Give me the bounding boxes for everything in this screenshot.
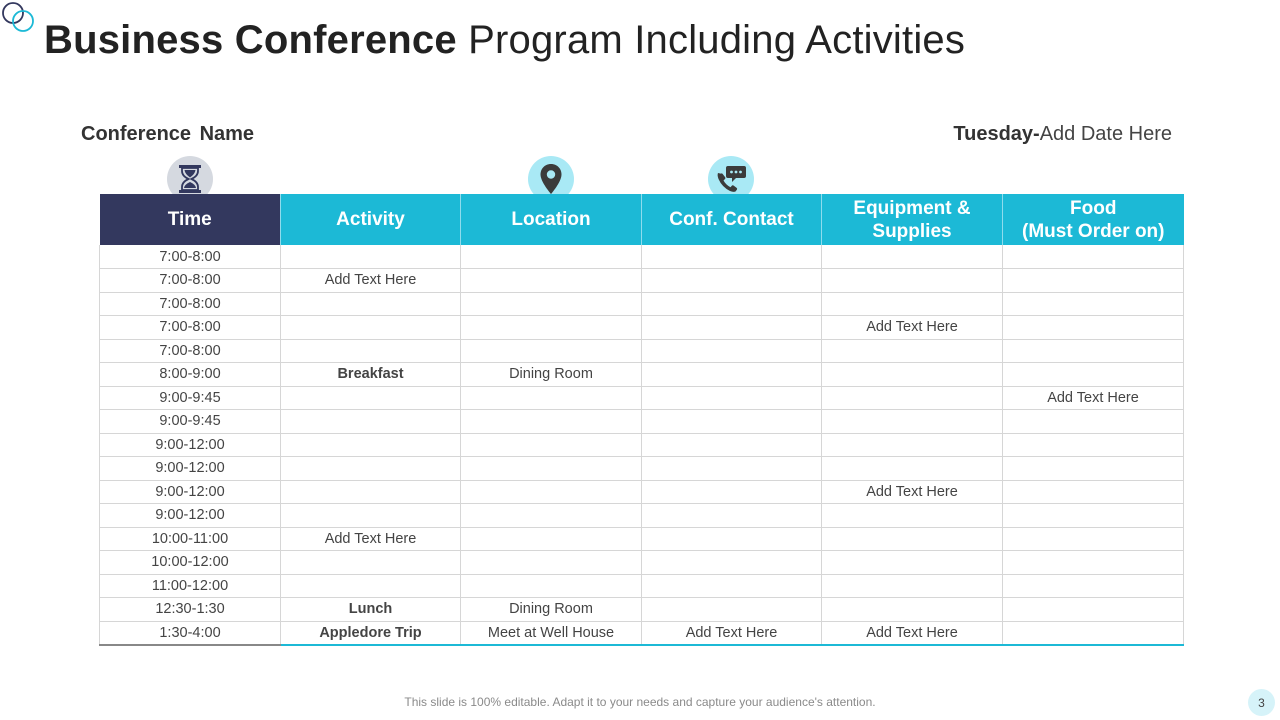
cell-location: Dining Room xyxy=(461,363,642,387)
cell-location xyxy=(461,457,642,481)
cell-time: 9:00-12:00 xyxy=(100,480,281,504)
cell-equipment xyxy=(822,551,1003,575)
cell-time: 1:30-4:00 xyxy=(100,621,281,645)
cell-location xyxy=(461,551,642,575)
cell-equipment: Add Text Here xyxy=(822,316,1003,340)
cell-food xyxy=(1003,245,1184,269)
cell-food xyxy=(1003,598,1184,622)
cell-location xyxy=(461,504,642,528)
cell-contact: Add Text Here xyxy=(642,621,822,645)
table-row xyxy=(100,433,1184,457)
logo-rings-icon xyxy=(0,0,40,36)
cell-equipment xyxy=(822,598,1003,622)
header-equipment-supplies: Equipment & Supplies xyxy=(822,194,1003,245)
cell-location: Dining Room xyxy=(461,598,642,622)
cell-time: 7:00-8:00 xyxy=(100,269,281,293)
cell-time: 11:00-12:00 xyxy=(100,574,281,598)
cell-food xyxy=(1003,316,1184,340)
cell-time: 7:00-8:00 xyxy=(100,292,281,316)
cell-time: 7:00-8:00 xyxy=(100,245,281,269)
cell-activity xyxy=(281,457,461,481)
cell-time: 10:00-11:00 xyxy=(100,527,281,551)
cell-equipment xyxy=(822,386,1003,410)
cell-time: 8:00-9:00 xyxy=(100,363,281,387)
cell-food xyxy=(1003,480,1184,504)
cell-food xyxy=(1003,574,1184,598)
cell-equipment: Add Text Here xyxy=(822,480,1003,504)
table-header-row xyxy=(100,194,1184,245)
cell-location xyxy=(461,245,642,269)
cell-contact xyxy=(642,598,822,622)
cell-activity xyxy=(281,433,461,457)
cell-activity xyxy=(281,574,461,598)
table-row xyxy=(100,410,1184,434)
cell-location xyxy=(461,410,642,434)
cell-location xyxy=(461,386,642,410)
schedule-table xyxy=(99,194,1184,646)
cell-food: Add Text Here xyxy=(1003,386,1184,410)
header-location: Location xyxy=(461,194,642,245)
date-line xyxy=(953,123,1172,146)
table-row xyxy=(100,339,1184,363)
cell-equipment xyxy=(822,504,1003,528)
cell-time: 9:00-9:45 xyxy=(100,386,281,410)
cell-contact xyxy=(642,551,822,575)
cell-equipment: Add Text Here xyxy=(822,621,1003,645)
header-food: Food (Must Order on) xyxy=(1003,194,1184,245)
header-time: Time xyxy=(100,194,281,245)
cell-activity xyxy=(281,339,461,363)
cell-contact xyxy=(642,316,822,340)
date-text: Add Date Here xyxy=(1039,123,1172,145)
cell-time: 7:00-8:00 xyxy=(100,339,281,363)
cell-food xyxy=(1003,621,1184,645)
cell-equipment xyxy=(822,410,1003,434)
cell-location xyxy=(461,527,642,551)
cell-contact xyxy=(642,245,822,269)
table-row xyxy=(100,292,1184,316)
cell-contact xyxy=(642,339,822,363)
cell-contact xyxy=(642,480,822,504)
cell-activity: Add Text Here xyxy=(281,527,461,551)
cell-time: 10:00-12:00 xyxy=(100,551,281,575)
table-row xyxy=(100,386,1184,410)
cell-location xyxy=(461,433,642,457)
cell-food xyxy=(1003,504,1184,528)
cell-time: 9:00-12:00 xyxy=(100,504,281,528)
cell-time: 9:00-12:00 xyxy=(100,433,281,457)
cell-time: 7:00-8:00 xyxy=(100,316,281,340)
table-row xyxy=(100,457,1184,481)
cell-contact xyxy=(642,504,822,528)
cell-activity xyxy=(281,245,461,269)
date-day: Tuesday- xyxy=(953,123,1040,145)
cell-activity xyxy=(281,316,461,340)
cell-time: 9:00-9:45 xyxy=(100,410,281,434)
table-row xyxy=(100,316,1184,340)
cell-time: 12:30-1:30 xyxy=(100,598,281,622)
cell-activity xyxy=(281,504,461,528)
cell-location xyxy=(461,574,642,598)
footer-note: This slide is 100% editable. Adapt it to your needs and capture your audience's attention. xyxy=(404,695,876,709)
cell-contact xyxy=(642,269,822,293)
cell-contact xyxy=(642,363,822,387)
table-row xyxy=(100,527,1184,551)
cell-location: Meet at Well House xyxy=(461,621,642,645)
cell-food xyxy=(1003,363,1184,387)
cell-food xyxy=(1003,433,1184,457)
cell-contact xyxy=(642,574,822,598)
cell-contact xyxy=(642,292,822,316)
title-light: Program Including Activities xyxy=(456,18,966,62)
cell-contact xyxy=(642,410,822,434)
cell-contact xyxy=(642,457,822,481)
cell-equipment xyxy=(822,363,1003,387)
table-row xyxy=(100,504,1184,528)
table-row xyxy=(100,621,1184,645)
cell-food xyxy=(1003,410,1184,434)
table-row xyxy=(100,480,1184,504)
cell-equipment xyxy=(822,574,1003,598)
table-row xyxy=(100,551,1184,575)
cell-activity: Add Text Here xyxy=(281,269,461,293)
cell-food xyxy=(1003,339,1184,363)
table-row xyxy=(100,363,1184,387)
table-row xyxy=(100,269,1184,293)
cell-equipment xyxy=(822,269,1003,293)
cell-contact xyxy=(642,433,822,457)
cell-food xyxy=(1003,292,1184,316)
cell-time: 9:00-12:00 xyxy=(100,457,281,481)
cell-equipment xyxy=(822,433,1003,457)
cell-equipment xyxy=(822,292,1003,316)
cell-food xyxy=(1003,551,1184,575)
cell-equipment xyxy=(822,457,1003,481)
table-row xyxy=(100,245,1184,269)
cell-food xyxy=(1003,527,1184,551)
header-conf-contact: Conf. Contact xyxy=(642,194,822,245)
cell-equipment xyxy=(822,527,1003,551)
cell-equipment xyxy=(822,339,1003,363)
cell-food xyxy=(1003,269,1184,293)
cell-activity: Breakfast xyxy=(281,363,461,387)
cell-location xyxy=(461,269,642,293)
page-title xyxy=(44,18,965,63)
table-row xyxy=(100,574,1184,598)
cell-food xyxy=(1003,457,1184,481)
cell-activity: Appledore Trip xyxy=(281,621,461,645)
table-row xyxy=(100,598,1184,622)
cell-contact xyxy=(642,527,822,551)
cell-activity xyxy=(281,292,461,316)
cell-activity xyxy=(281,551,461,575)
cell-equipment xyxy=(822,245,1003,269)
cell-location xyxy=(461,316,642,340)
page-number: 3 xyxy=(1248,689,1275,716)
cell-location xyxy=(461,292,642,316)
conference-name: Conference Name xyxy=(81,123,255,145)
cell-contact xyxy=(642,386,822,410)
title-bold: Business Conference xyxy=(44,18,457,62)
header-activity: Activity xyxy=(281,194,461,245)
cell-location xyxy=(461,480,642,504)
cell-location xyxy=(461,339,642,363)
cell-activity xyxy=(281,386,461,410)
cell-activity xyxy=(281,480,461,504)
cell-activity xyxy=(281,410,461,434)
cell-activity: Lunch xyxy=(281,598,461,622)
